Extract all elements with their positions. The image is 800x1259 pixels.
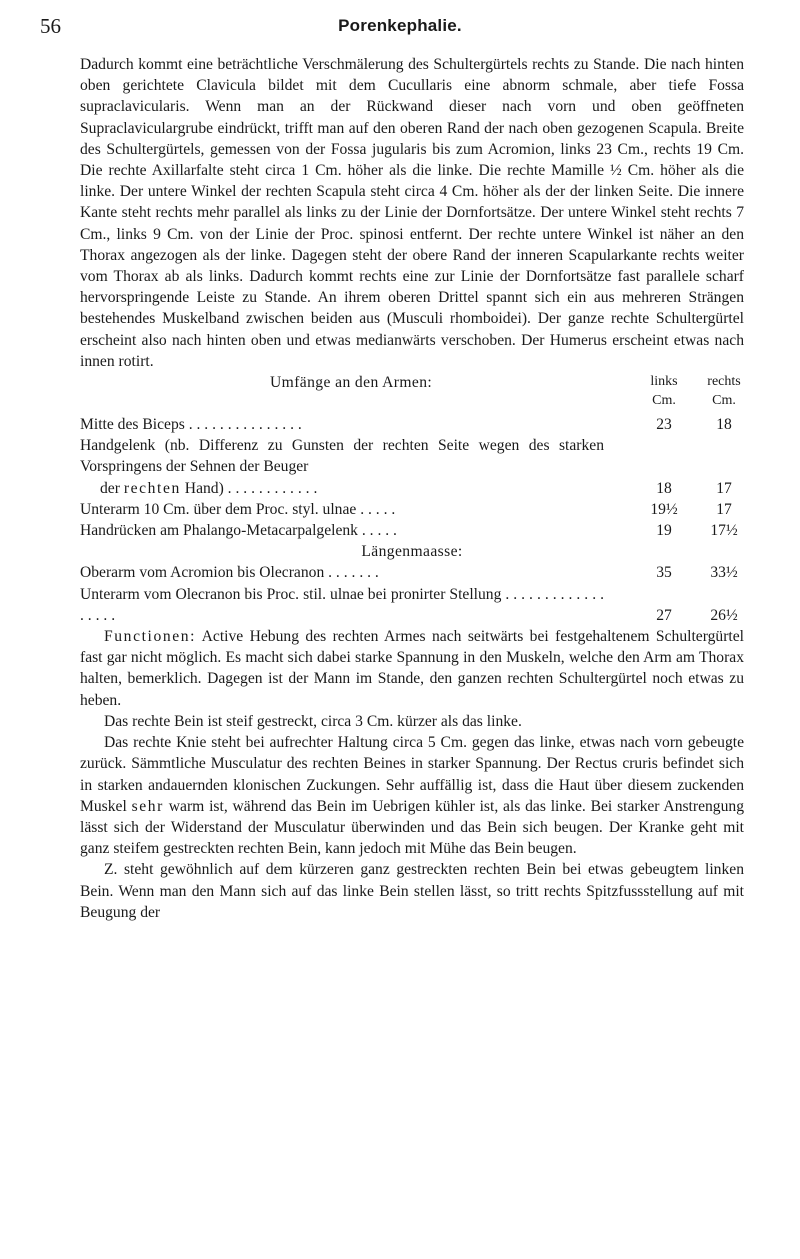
value-rechts: 18 bbox=[716, 416, 732, 434]
paragraph-5: Z. steht gewöhnlich auf dem kürzeren ganz gestreckten rechten Bein bei etwas gebeugtem linken Bein. Wenn man den Mann sich auf das linke Bein stellen lässt, so tritt rechts Spitzfussstellung auf mit Beugung der bbox=[80, 861, 744, 921]
body-text bbox=[80, 54, 744, 923]
value-links: 27 bbox=[656, 606, 672, 624]
value-rechts: 17½ bbox=[710, 522, 738, 540]
paragraph-functionen: Functionen: Active Hebung des rechten Armes nach seitwärts bei festgehaltenem Schultergürtel fast gar nicht möglich. Es macht sich dabei starke Spannung in den Muskeln, welche den Arm am Thorax halten, bemerklich. Dagegen ist der Mann im Stande, den ganzen rechten Schultergürtel noch etwas zu heben. bbox=[80, 628, 744, 709]
value-rechts: 17 bbox=[716, 479, 732, 497]
page-number: 56 bbox=[40, 14, 61, 38]
header-title: Porenkephalie. bbox=[338, 16, 462, 35]
table-row bbox=[80, 520, 744, 541]
row-label: Unterarm vom Olecranon bis Proc. stil. ulnae bei pronirter Stellung . . . . . . . . . . . . . . . . . . bbox=[80, 585, 604, 624]
row-label: Handgelenk (nb. Differenz zu Gunsten der rechten Seite wegen des starken Vorspringens der Sehnen der Beuger bbox=[80, 437, 604, 476]
row-label: Unterarm 10 Cm. über dem Proc. styl. ulnae . . . . . bbox=[80, 500, 396, 518]
row-label: Oberarm vom Acromion bis Olecranon . . . . . . . bbox=[80, 564, 379, 582]
value-rechts: 33½ bbox=[710, 564, 738, 582]
value-links: 19½ bbox=[650, 500, 678, 518]
value-rechts: 26½ bbox=[710, 606, 738, 624]
functionen-label: Functionen: bbox=[104, 628, 197, 646]
table-row bbox=[80, 584, 744, 626]
column-header-links: links Cm. bbox=[650, 374, 678, 409]
table-row bbox=[80, 435, 744, 499]
emphasis-rechten: rechten bbox=[123, 479, 181, 497]
emphasis-sehr: sehr bbox=[131, 797, 164, 815]
column-header-rechts: rechts Cm. bbox=[707, 374, 741, 409]
value-links: 23 bbox=[656, 416, 672, 434]
table-caption: Umfänge an den Armen: bbox=[270, 374, 433, 392]
value-links: 18 bbox=[656, 479, 672, 497]
paragraph-3: Das rechte Bein ist steif gestreckt, circa 3 Cm. kürzer als das linke. bbox=[104, 712, 522, 730]
row-label: Mitte des Biceps . . . . . . . . . . . . . . . bbox=[80, 416, 302, 434]
table-row bbox=[80, 499, 744, 520]
table-row bbox=[80, 414, 744, 435]
row-label-continuation: der rechten Hand) . . . . . . . . . . . . bbox=[100, 479, 318, 497]
value-links: 35 bbox=[656, 564, 672, 582]
value-rechts: 17 bbox=[716, 500, 732, 518]
table-subheading: Längenmaasse: bbox=[361, 543, 463, 561]
paragraph-4: Das rechte Knie steht bei aufrechter Haltung circa 5 Cm. gegen das linke, etwas nach vorn gebeugte zurück. Sämmtliche Musculatur des rechten Beines in starker Spannung. Der Rectus cruris befindet sich in starken andauernden klonischen Zuckungen. Sehr auffällig ist, dass die Haut über diesem zuckenden Muskel sehr warm ist, während das Bein im Uebrigen kühler ist, als das linke. Bei starker Anstrengung lässt sich der Widerstand der Musculatur überwinden und das Bein sich beugen. Der Kranke geht mit ganz steifem gestreckten rechten Bein, kann jedoch mit Mühe das Bein beugen. bbox=[80, 734, 744, 858]
measurement-table bbox=[80, 372, 744, 626]
paragraph-1: Dadurch kommt eine beträchtliche Verschmälerung des Schultergürtels rechts zu Stande. Die nach hinten oben gerichtete Clavicula bildet mit dem Cucullaris eine abnorm schmale, aber tiefe Fossa supraclavicularis. Wenn man an der Rückwand dieser nach vorn und oben geöffneten Supraclaviculargrube eindrückt, trifft man auf den oberen Rand der nach oben gezogenen Scapula. Breite des Schultergürtels, gemessen von der Fossa jugularis bis zum Acromion, links 23 Cm., rechts 19 Cm. Die rechte Axillarfalte steht circa 1 Cm. höher als die linke. Die rechte Mamille ½ Cm. höher als die linke. Der untere Winkel der rechten Scapula steht circa 4 Cm. höher als der der linken Seite. Die innere Kante steht rechts mehr parallel als links zu der Linie der Dornfortsätze. Der untere Winkel steht rechts 7 Cm., links 9 Cm. von der Linie der Proc. spinosi entfernt. Der rechte untere Winkel ist näher an den Thorax angezogen als der linke. Dagegen steht der obere Rand der inneren Scapularkante rechts weiter vom Thorax ab als links. Dadurch kommt rechts eine zur Linie der Dornfortsätze fast parallele scharf hervorspringende Leiste zu Stande. An ihrem oberen Drittel spannt sich ein aus mehreren Strängen bestehendes Muskelband zwischen beiden aus (Musculi rhomboidei). Der ganze rechte Schultergürtel erscheint also nach hinten oben und etwas medianwärts verschoben. Der Humerus erscheint etwas nach innen rotirt. bbox=[80, 56, 744, 370]
table-header bbox=[80, 372, 744, 414]
value-links: 19 bbox=[656, 522, 672, 540]
table-row bbox=[80, 562, 744, 583]
running-head bbox=[40, 14, 760, 38]
row-label: Handrücken am Phalango-Metacarpalgelenk . . . . . bbox=[80, 522, 397, 540]
